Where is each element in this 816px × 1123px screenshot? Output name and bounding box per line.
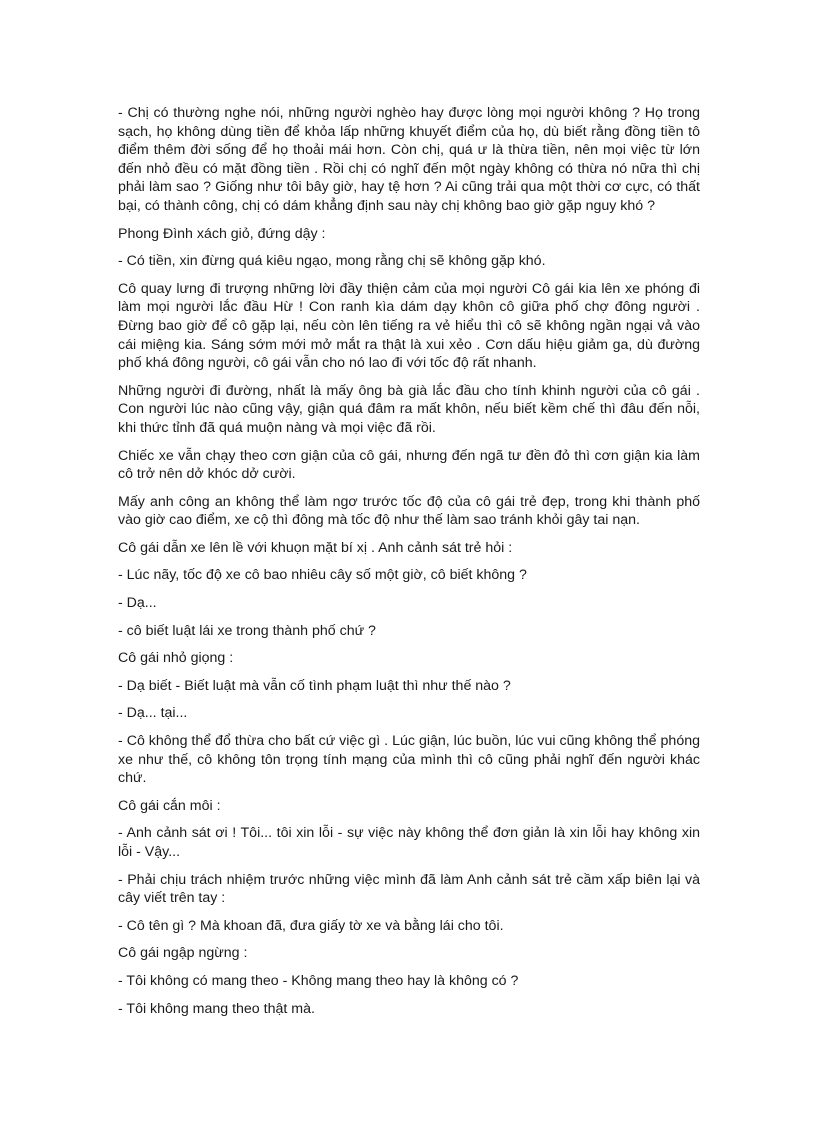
paragraph-13: - Dạ biết - Biết luật mà vẫn cố tình phạm luật thì như thế nào ? (118, 677, 511, 694)
paragraph-11: - cô biết luật lái xe trong thành phố chứ ? (118, 622, 376, 639)
paragraph-2: Phong Đình xách giỏ, đứng dậy : (118, 225, 326, 242)
paragraph-9: - Lúc nãy, tốc độ xe cô bao nhiêu cây số một giờ, cô biết không ? (118, 567, 527, 584)
paragraph-17: - Anh cảnh sát ơi ! Tôi... tôi xin lỗi - sự việc này không thể đơn giản là xin lỗi hay không xin lỗi - Vậy... (118, 825, 700, 860)
paragraph-3: - Có tiền, xin đừng quá kiêu ngạo, mong rằng chị sẽ không gặp khó. (118, 253, 546, 270)
paragraph-5: Những người đi đường, nhất là mấy ông bà già lắc đầu cho tính khinh người của cô gái . Con người lúc nào cũng vậy, giận quá đâm ra mất khôn, nếu biết kềm chế thì đâu đến nỗi, khi thức tỉnh đã quá muộn nàng và mọi việc đã rồi. (118, 382, 700, 436)
paragraph-18: - Phải chịu trách nhiệm trước những việc mình đã làm Anh cảnh sát trẻ cầm xấp biên lại và cây viết trên tay : (118, 871, 700, 907)
paragraph-20: Cô gái ngập ngừng : (118, 945, 248, 962)
paragraph-8: Cô gái dẫn xe lên lề với khuọn mặt bí xị . Anh cảnh sát trẻ hỏi : (118, 539, 513, 556)
paragraph-10: - Dạ... (118, 595, 157, 612)
paragraph-6: Chiếc xe vẫn chạy theo cơn giận của cô gái, nhưng đến ngã tư đền đỏ thì cơn giận kia làm cô trở nên dở khóc dở cười. (118, 447, 700, 483)
paragraph-4: Cô quay lưng đi trượng những lời đầy thiện cảm của mọi người Cô gái kia lên xe phóng đi làm mọi người lắc đầu Hừ ! Con ranh kìa dám dạy khôn cô giữa phố chợ đông người . Đừng bao giờ để cô gặp lại, nếu còn lên tiếng ra vẻ hiểu thì cô sẽ không ngần ngại vả vào cái miệng kia. Sáng sớm mới mở mắt ra thật là xui xẻo . Cơn dấu hiệu giảm ga, dù đường phố khá đông người, cô gái vẫn cho nó lao đi với tốc độ rất nhanh. (118, 280, 700, 372)
paragraph-1: - Chị có thường nghe nói, những người nghèo hay được lòng mọi người không ? Họ trong sạch, họ không dùng tiền để khỏa lấp những khuyết điểm của họ, dù biết rằng đồng tiền tô điểm thêm đời sống để họ thoải mái hơn. Còn chị, quá ư là thừa tiền, nên mọi việc từ lớn đến nhỏ đều có mặt đồng tiền . Rồi chị có nghĩ đến một ngày không có thừa nó nữa thì chị phải làm sao ? Giống như tôi bây giờ, hay tệ hơn ? Ai cũng trải qua một thời cơ cực, có thất bại, có thành công, chị có dám khẳng định sau này chị không bao giờ gặp nguy khó ? (118, 105, 700, 214)
paragraph-21: - Tôi không có mang theo - Không mang theo hay là không có ? (118, 972, 519, 989)
paragraph-7: Mấy anh công an không thể làm ngơ trước tốc độ của cô gái trẻ đẹp, trong khi thành phố vào giờ cao điểm, xe cộ thì đông mà tốc độ như thế làm sao tránh khỏi gây tai nạn. (118, 493, 700, 529)
paragraph-12: Cô gái nhỏ giọng : (118, 650, 234, 667)
paragraph-15: - Cô không thể đổ thừa cho bất cứ việc gì . Lúc giận, lúc buồn, lúc vui cũng không thể phóng xe như thế, cô không tôn trọng tính mạng của mình thì cô cũng phải nghĩ đến người khác chứ. (118, 733, 700, 787)
paragraph-22: - Tôi không mang theo thật mà. (118, 1000, 315, 1017)
paragraph-16: Cô gái cắn môi : (118, 797, 221, 814)
paragraph-14: - Dạ... tại... (118, 705, 188, 722)
paragraph-19: - Cô tên gì ? Mà khoan đã, đưa giấy tờ xe và bằng lái cho tôi. (118, 917, 504, 934)
document-page (118, 104, 700, 1027)
